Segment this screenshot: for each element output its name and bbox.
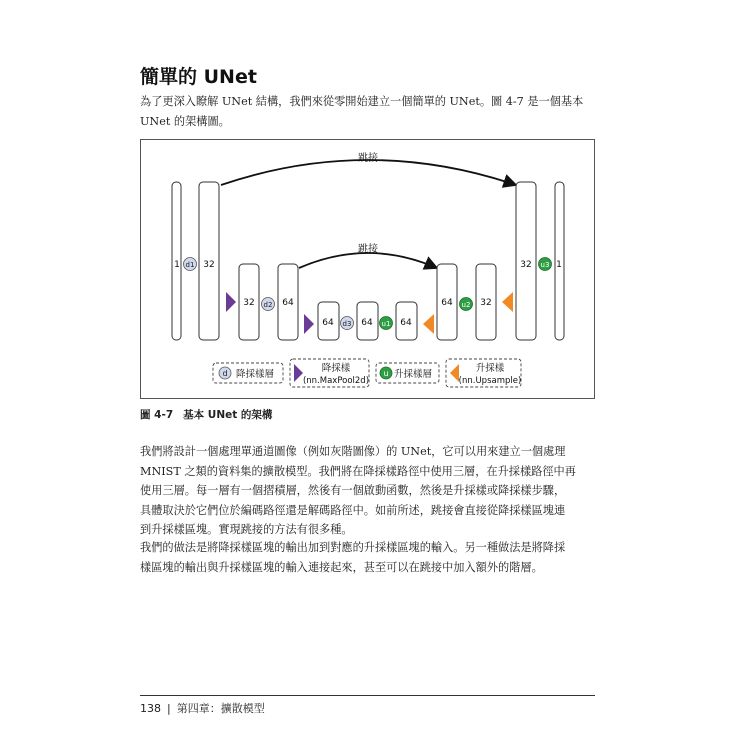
legend-upsample-op: (nn.Upsample): [458, 376, 522, 386]
channel-label: 32: [480, 298, 492, 308]
section-title: 簡單的 UNet: [140, 66, 257, 88]
block-tag: d2: [263, 301, 273, 309]
page-footer: [140, 700, 265, 716]
block-tag: u1: [381, 320, 391, 328]
caption-label: 圖 4-7: [140, 409, 174, 421]
upsample-triangle: [502, 292, 513, 312]
paragraph-line: 我們將設計一個處理單通道圖像（例如灰階圖像）的 UNet，它可以用來建立一個處理: [140, 445, 566, 458]
paragraph-line: 樣區塊的輸出與升採樣區塊的輸入連接起來，甚至可以在跳接中加入額外的階層。: [140, 560, 543, 574]
body-paragraph-2: [140, 538, 602, 577]
footer-rule: [140, 695, 595, 696]
footer-separator: |: [167, 702, 171, 715]
block-tag: u2: [461, 301, 471, 309]
channel-label: 64: [322, 318, 334, 328]
channel-label: 32: [520, 260, 532, 270]
unet-diagram: [141, 140, 596, 400]
channel-label: 64: [282, 298, 294, 308]
legend-upsample-triangle: [450, 364, 459, 382]
body-paragraph-1: [140, 442, 602, 540]
legend-down-symbol: d: [222, 369, 228, 378]
paragraph-line: 到升採樣區塊。實現跳接的方法有很多種。: [140, 523, 353, 536]
legend-down-label: 降採樣層: [236, 369, 275, 380]
chapter-title: 第四章：擴散模型: [176, 702, 265, 715]
downsample-triangle: [226, 292, 236, 312]
legend-downsample-triangle: [294, 364, 303, 382]
block-tag: u3: [540, 261, 550, 269]
legend-downsample-op: (nn.MaxPool2d): [302, 376, 370, 386]
intro-paragraph: [140, 92, 602, 131]
block-tag: d1: [185, 261, 195, 269]
legend-upsample-label: 升採樣: [475, 363, 505, 374]
upsample-triangle: [423, 314, 434, 334]
paragraph-line: 使用三層。每一層有一個摺積層，然後有一個啟動函數，然後是升採樣或降採樣步驟，: [140, 484, 566, 497]
channel-label: 64: [361, 318, 373, 328]
legend-up-symbol: u: [383, 369, 389, 378]
channel-label: 64: [400, 318, 412, 328]
paragraph-line: UNet 的架構圖。: [140, 114, 230, 128]
skip-label-outer: 跳接: [358, 153, 378, 164]
channel-label: 1: [556, 260, 562, 270]
channel-label: 64: [441, 298, 453, 308]
legend-downsample-label: 降採樣: [321, 363, 351, 374]
block-tag: d3: [342, 320, 352, 328]
paragraph-line: MNIST 之類的資料集的擴散模型。我們將在降採樣路徑中使用三層，在升採樣路徑中再: [140, 464, 576, 478]
paragraph-line: 具體取決於它們位於編碼路徑還是解碼路徑中。如前所述，跳接會直接從降採樣區塊連: [140, 503, 566, 517]
channel-label: 32: [243, 298, 255, 308]
skip-connection-inner: [299, 253, 437, 268]
paragraph-line: 為了更深入瞭解 UNet 結構，我們來從零開始建立一個簡單的 UNet。圖 4-7 是一個基本: [140, 95, 584, 108]
caption-text: 基本 UNet 的架構: [183, 409, 273, 421]
channel-label: 32: [203, 260, 215, 270]
downsample-triangle: [304, 314, 314, 334]
legend-up-label: 升採樣層: [394, 369, 433, 380]
unet-figure: [140, 139, 595, 399]
figure-caption: [140, 407, 272, 422]
page-number: 138: [140, 702, 161, 715]
paragraph-line: 我們的做法是將降採樣區塊的輸出加到對應的升採樣區塊的輸入。另一種做法是將降採: [140, 541, 566, 554]
channel-label: 1: [174, 260, 180, 270]
skip-label-inner: 跳接: [358, 244, 378, 255]
